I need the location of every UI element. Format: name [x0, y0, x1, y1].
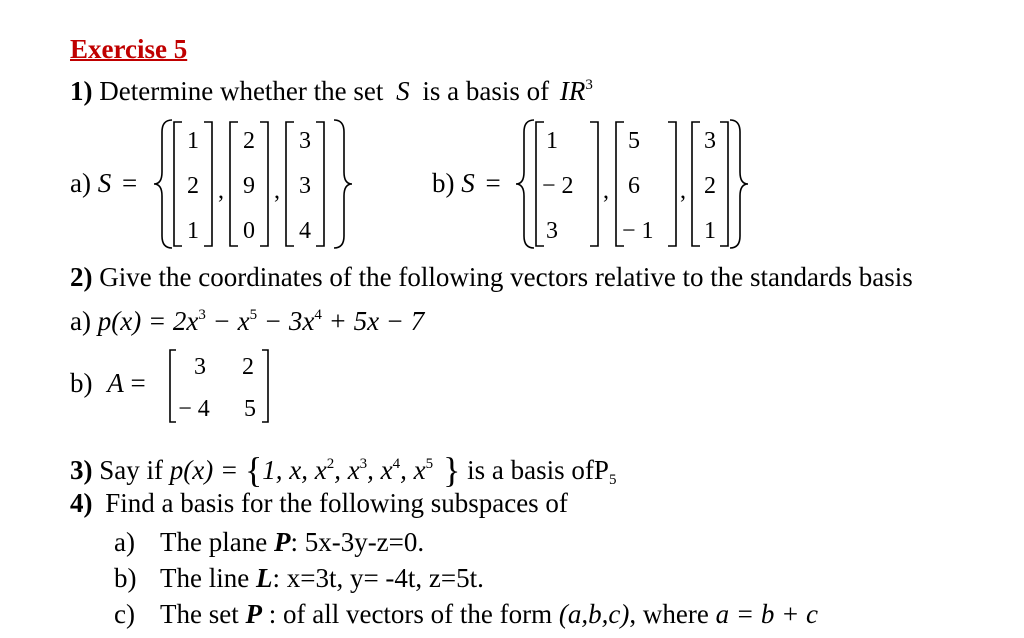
right-brace-icon: }: [443, 450, 461, 490]
q4-item-b: [114, 563, 484, 594]
q1-set-var: S: [396, 76, 410, 106]
q3-item-3: , x: [367, 455, 393, 485]
q3-text-after: is a basis of: [467, 455, 594, 485]
q1b-v1-e2: − 2: [542, 173, 574, 199]
q2a-poly-3: − 3x: [257, 306, 315, 336]
q1b-v3-e2: 2: [704, 173, 716, 199]
q1b-v2-e1: 5: [628, 128, 640, 154]
q4b-name: L: [255, 563, 273, 593]
q2b-label-group: [70, 368, 146, 399]
q1b-v2-e2: 6: [628, 173, 640, 199]
q2b-eq: =: [130, 368, 146, 398]
q4c-cond: a = b + c: [715, 599, 819, 629]
q4a-name: P: [273, 527, 291, 557]
q4c-pre: The set: [160, 599, 246, 629]
q4-number: 4): [70, 488, 93, 518]
q1-space: IR: [559, 76, 586, 106]
q4c-name: P: [245, 599, 262, 629]
q3-exp-4: 5: [425, 456, 434, 472]
bracket-right: [590, 122, 598, 246]
q1b-v3-e3: 1: [704, 218, 716, 244]
q1b-label: b): [432, 168, 455, 198]
q4c-label: c): [114, 599, 135, 629]
q4c-post2: , where: [629, 599, 716, 629]
q2a-poly-1: p(x) = 2x: [97, 306, 199, 336]
q4a-label: a): [114, 527, 135, 557]
question-3: [70, 446, 616, 488]
q4-text: Find a basis for the following subspaces of: [105, 488, 568, 518]
q4b-pre: The line: [160, 563, 256, 593]
q2a-exp-1: 3: [198, 307, 206, 323]
right-brace-icon: [730, 120, 748, 248]
q4-item-c: [114, 599, 818, 630]
q3-item-1: 1, x, x: [262, 455, 327, 485]
q1b-label-group: [432, 168, 501, 199]
bracket-left: [174, 122, 182, 246]
q4a-pre: The plane: [160, 527, 274, 557]
q3-item-4: , x: [400, 455, 426, 485]
q2b-var: A: [107, 368, 124, 398]
q1a-v3-e3: 4: [299, 218, 311, 244]
q3-exp-2: 3: [359, 456, 368, 472]
q1a-v3-e2: 3: [299, 173, 311, 199]
q2a-exp-3: 4: [314, 307, 322, 323]
q4a-post: : 5x-3y-z=0.: [290, 527, 425, 557]
q2a-label: a): [70, 306, 91, 336]
q2a-line: [70, 306, 424, 337]
q2b-m12: 2: [242, 354, 254, 380]
q1a-set-var: S: [97, 168, 112, 198]
q2-text: Give the coordinates of the following vectors relative to the standards basis: [99, 262, 913, 292]
bracket-right: [204, 122, 212, 246]
q1a-label: a): [70, 168, 91, 198]
comma: ,: [218, 178, 224, 204]
q1a-v2-e1: 2: [243, 128, 255, 154]
q1a-v1-e3: 1: [187, 218, 199, 244]
q1a-v3-e1: 3: [299, 128, 311, 154]
q1a-vector-set: [150, 116, 360, 252]
q1a-label-group: [70, 168, 137, 199]
q4b-label: b): [114, 563, 137, 593]
bracket-right: [260, 122, 268, 246]
q3-exp-3: 4: [392, 456, 401, 472]
q3-space-sub: 5: [608, 472, 617, 488]
q2b-m11: 3: [194, 354, 206, 380]
left-brace-icon: [516, 120, 534, 248]
q2b-m21: − 4: [178, 396, 210, 422]
q1b-v3-e1: 3: [704, 128, 716, 154]
bracket-left: [286, 122, 294, 246]
q3-exp-1: 2: [326, 456, 335, 472]
q1b-eq: =: [485, 168, 501, 198]
q1a-v2-e2: 9: [243, 173, 255, 199]
q2b-matrix: [166, 346, 276, 426]
q1b-set-var: S: [461, 168, 475, 198]
q1b-vector-set: [512, 116, 752, 252]
q1b-v1-e1: 1: [546, 128, 558, 154]
bracket-left: [170, 350, 176, 422]
q2b-label: b): [70, 368, 93, 398]
q2b-m22: 5: [244, 396, 256, 422]
question-1: [70, 76, 593, 107]
right-brace-icon: [334, 120, 352, 248]
q1-number: 1): [70, 76, 93, 106]
q1b-v1-e3: 3: [546, 218, 558, 244]
left-brace-icon: [154, 120, 172, 248]
q3-item-2: , x: [334, 455, 360, 485]
question-4: [70, 488, 568, 519]
q1b-v2-e3: − 1: [622, 218, 654, 244]
comma: ,: [680, 178, 686, 204]
q3-space: P: [593, 455, 609, 485]
q1-space-exp: 3: [585, 77, 593, 93]
bracket-left: [692, 122, 700, 246]
q2-number: 2): [70, 262, 93, 292]
q1-text-before: Determine whether the set: [99, 76, 384, 106]
q3-text-before: Say if: [99, 455, 163, 485]
q1a-v1-e2: 2: [187, 173, 199, 199]
q4-item-a: [114, 527, 424, 558]
q2a-exp-2: 5: [249, 307, 258, 323]
bracket-right: [262, 350, 268, 422]
q4c-post: : of all vectors of the form: [261, 599, 559, 629]
bracket-left: [230, 122, 238, 246]
left-brace-icon: {: [244, 450, 263, 490]
bracket-right: [720, 122, 728, 246]
exercise-title: Exercise 5: [70, 34, 188, 64]
q3-number: 3): [70, 455, 93, 485]
q4b-post: : x=3t, y= -4t, z=5t.: [272, 563, 484, 593]
q3-poly: p(x) =: [169, 455, 239, 485]
q1-text-mid: is a basis of: [422, 76, 550, 106]
bracket-right: [316, 122, 324, 246]
q1a-eq: =: [121, 168, 138, 198]
q4c-form: (a,b,c): [558, 599, 630, 629]
comma: ,: [274, 178, 280, 204]
bracket-right: [668, 122, 676, 246]
q2a-poly-4: + 5x − 7: [321, 306, 425, 336]
q2a-poly-2: − x: [205, 306, 250, 336]
q1a-v2-e3: 0: [243, 218, 255, 244]
question-2: [70, 262, 913, 293]
q1a-v1-e1: 1: [187, 128, 199, 154]
comma: ,: [603, 178, 609, 204]
